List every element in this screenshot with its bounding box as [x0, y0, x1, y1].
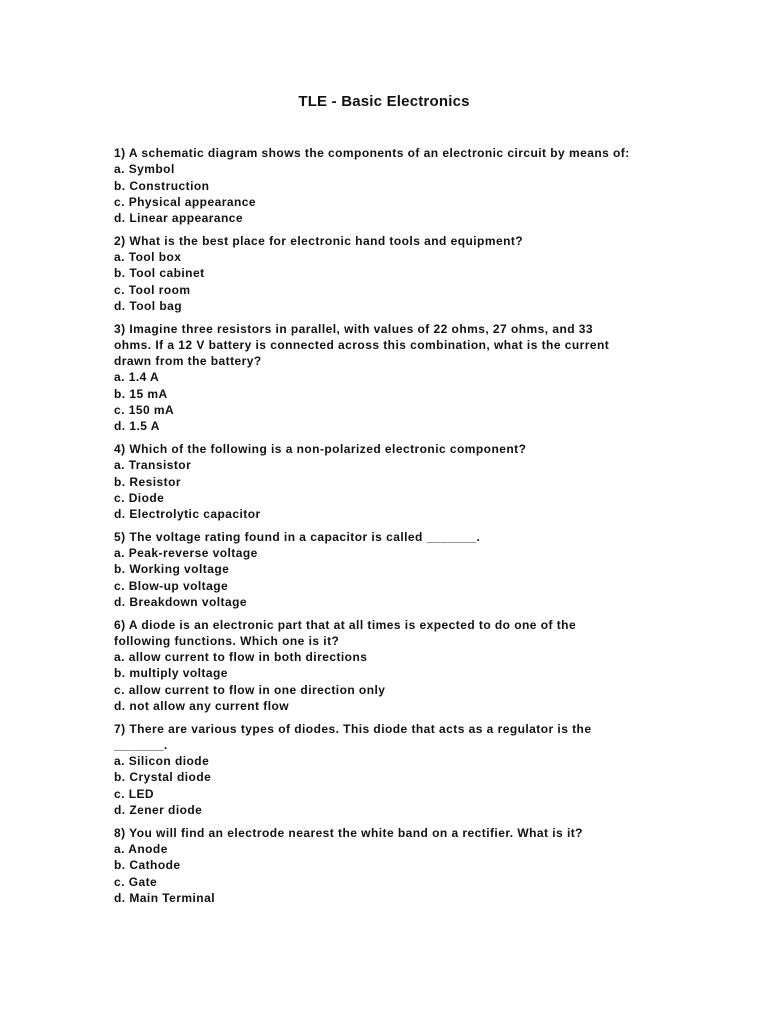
answer-option: b. Crystal diode	[114, 770, 212, 785]
answer-option: c. Physical appearance	[114, 194, 256, 209]
answer-option: d. Zener diode	[114, 803, 203, 818]
answer-option: a. Tool box	[114, 250, 182, 265]
question-5	[114, 529, 634, 610]
answer-option: c. 150 mA	[114, 403, 175, 418]
answer-option: d. Tool bag	[114, 298, 183, 313]
question-4	[114, 441, 634, 522]
question-3	[114, 321, 634, 435]
question-text: 8) You will find an electrode nearest the white band on a rectifier. What is it?	[114, 825, 583, 840]
question-text: 6) A diode is an electronic part that at all times is expected to do one of the following functions. Which one is it?	[114, 617, 577, 648]
document-title: TLE - Basic Electronics	[298, 93, 470, 110]
answer-option: b. Resistor	[114, 474, 181, 489]
question-8	[114, 825, 634, 906]
question-text: 1) A schematic diagram shows the components of an electronic circuit by means of:	[114, 146, 630, 160]
answer-option: c. Blow-up voltage	[114, 578, 229, 593]
question-list	[114, 145, 634, 912]
answer-option: b. Tool cabinet	[114, 266, 205, 281]
answer-option: a. 1.4 A	[114, 370, 160, 385]
answer-option: d. Breakdown voltage	[114, 594, 248, 609]
answer-option: a. Symbol	[114, 162, 175, 177]
question-1	[114, 145, 634, 226]
answer-option: a. allow current to flow in both directions	[114, 650, 368, 665]
answer-option: d. 1.5 A	[114, 419, 160, 434]
answer-option: d. Linear appearance	[114, 211, 244, 226]
answer-option: c. Tool room	[114, 282, 191, 297]
question-6	[114, 617, 634, 715]
answer-option: c. allow current to flow in one direction only	[114, 682, 386, 697]
answer-option: a. Peak-reverse voltage	[114, 546, 258, 561]
answer-option: d. Electrolytic capacitor	[114, 507, 261, 522]
answer-option: b. Construction	[114, 178, 210, 193]
answer-option: c. LED	[114, 786, 155, 801]
question-text: 5) The voltage rating found in a capacitor is called _______.	[114, 529, 481, 544]
answer-option: b. Cathode	[114, 858, 181, 873]
answer-option: b. Working voltage	[114, 562, 230, 577]
question-text: 3) Imagine three resistors in parallel, with values of 22 ohms, 27 ohms, and 33 ohms. If a 12 V battery is connected across this combination, what is the current drawn from the battery?	[114, 321, 610, 369]
question-7	[114, 721, 634, 819]
answer-option: b. 15 mA	[114, 386, 168, 401]
answer-option: c. Gate	[114, 874, 158, 889]
question-text: 4) Which of the following is a non-polarized electronic component?	[114, 441, 527, 456]
answer-option: a. Transistor	[114, 458, 192, 473]
answer-option: a. Anode	[114, 841, 168, 856]
answer-option: d. Main Terminal	[114, 890, 215, 905]
answer-option: a. Silicon diode	[114, 754, 210, 769]
question-text: 7) There are various types of diodes. This diode that acts as a regulator is the _______.	[114, 721, 592, 752]
answer-option: d. not allow any current flow	[114, 698, 290, 713]
question-2	[114, 233, 634, 314]
question-text: 2) What is the best place for electronic hand tools and equipment?	[114, 233, 524, 248]
answer-option: c. Diode	[114, 490, 165, 505]
answer-option: b. multiply voltage	[114, 666, 228, 681]
